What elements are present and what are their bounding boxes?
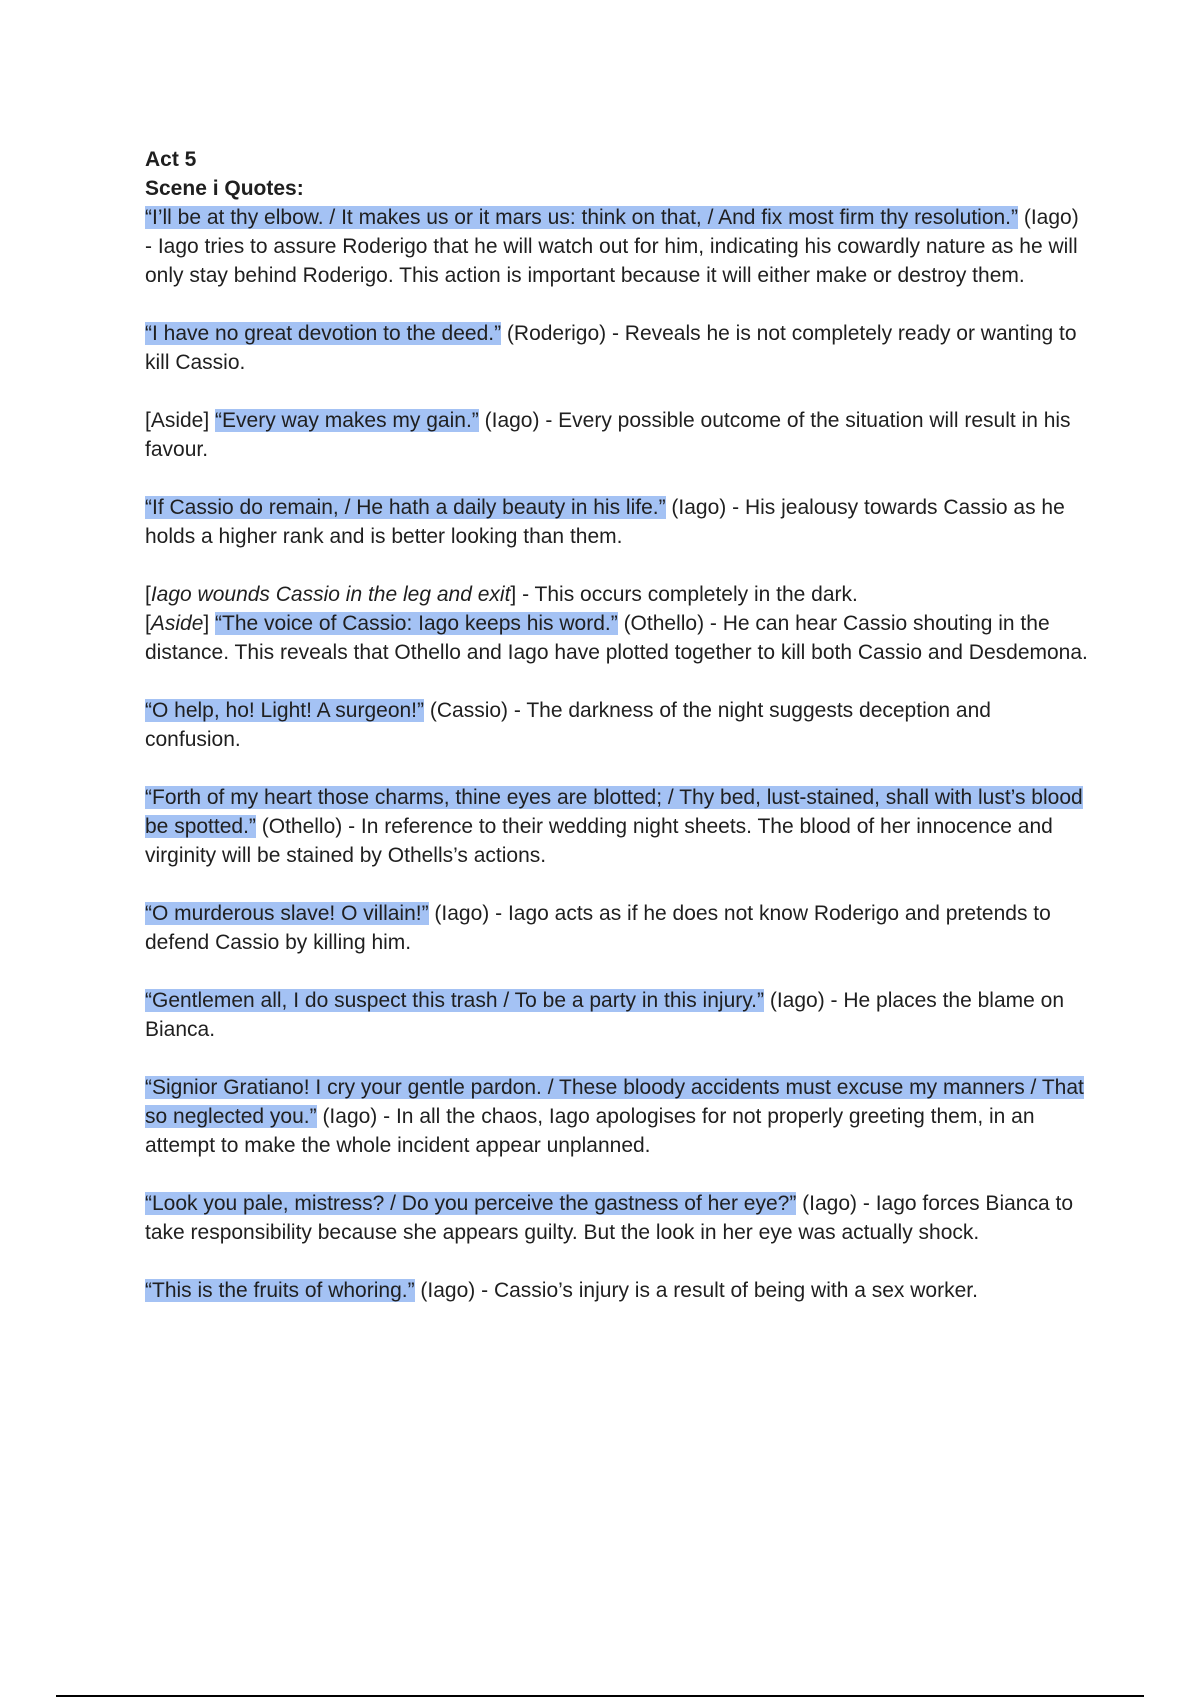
- aside-marker: [Aside]: [145, 409, 216, 432]
- annotation: - Iago acts as if he does not know Roderigo and pretends to defend Cassio by killing him.: [145, 902, 1051, 954]
- quote-entry: [145, 1073, 1090, 1160]
- annotation: - In all the chaos, Iago apologises for not properly greeting them, in an attempt to make the whole incident appear unplanned.: [145, 1105, 1035, 1157]
- annotation: - The darkness of the night suggests deception and confusion.: [145, 699, 991, 751]
- quote-entry: [145, 406, 1090, 464]
- speaker: (Iago): [414, 1279, 476, 1302]
- highlighted-quote: “Forth of my heart those charms, thine eyes are blotted; / Thy bed, lust-stained, shall with lust’s blood be spotted.”: [145, 786, 1083, 838]
- highlighted-quote: “Look you pale, mistress? / Do you perceive the gastness of her eye?”: [145, 1192, 797, 1215]
- document-body: [145, 145, 1090, 1334]
- highlighted-quote: “Every way makes my gain.”: [215, 409, 479, 432]
- quote-entry: [145, 783, 1090, 870]
- quote-entry: [145, 1276, 1090, 1305]
- quote-entry: [145, 986, 1090, 1044]
- speaker: (Roderigo): [501, 322, 607, 345]
- quote-entry: [145, 609, 1090, 667]
- speaker: (Iago): [764, 989, 825, 1012]
- scene-heading: Scene i Quotes:: [145, 177, 304, 200]
- highlighted-quote: “I’ll be at thy elbow. / It makes us or it mars us: think on that, / And fix most firm thy resolution.”: [145, 206, 1019, 229]
- bracket: ]: [510, 583, 517, 606]
- speaker: (Othello): [617, 612, 705, 635]
- quote-entry: [145, 899, 1090, 957]
- highlighted-quote: “O murderous slave! O villain!”: [145, 902, 429, 925]
- speaker: (Iago): [796, 1192, 858, 1215]
- bracket: ]: [203, 612, 216, 635]
- annotation: - Iago tries to assure Roderigo that he will watch out for him, indicating his cowardly nature as he will only stay behind Roderigo. This action is important because it will either make or destroy them.: [145, 235, 1078, 287]
- quote-entry: [145, 203, 1090, 290]
- speaker: (Iago): [428, 902, 490, 925]
- speaker: (Iago): [1018, 206, 1079, 229]
- bracket: [: [145, 612, 151, 635]
- speaker: (Iago): [665, 496, 727, 519]
- annotation: - His jealousy towards Cassio as he holds a higher rank and is better looking than them.: [145, 496, 1065, 548]
- annotation: - He places the blame on Bianca.: [145, 989, 1065, 1041]
- annotation: - Reveals he is not completely ready or wanting to kill Cassio.: [145, 322, 1077, 374]
- stage-direction-entry: [145, 580, 1090, 609]
- highlighted-quote: “O help, ho! Light! A surgeon!”: [145, 699, 425, 722]
- annotation: - Every possible outcome of the situation will result in his favour.: [145, 409, 1071, 461]
- stage-direction: Iago wounds Cassio in the leg and exit: [150, 583, 511, 606]
- speaker: (Iago): [478, 409, 540, 432]
- bracket: [: [145, 583, 151, 606]
- highlighted-quote: “If Cassio do remain, / He hath a daily beauty in his life.”: [145, 496, 666, 519]
- quote-entry: [145, 493, 1090, 551]
- quote-entry: [145, 696, 1090, 754]
- highlighted-quote: “The voice of Cassio: Iago keeps his word.”: [215, 612, 618, 635]
- page-bottom-rule: [56, 1695, 1144, 1697]
- aside-marker: Aside: [150, 612, 204, 635]
- highlighted-quote: “This is the fruits of whoring.”: [145, 1279, 415, 1302]
- speaker: (Iago): [316, 1105, 378, 1128]
- speaker: (Cassio): [424, 699, 509, 722]
- highlighted-quote: “Gentlemen all, I do suspect this trash / To be a party in this injury.”: [145, 989, 765, 1012]
- highlighted-quote: “I have no great devotion to the deed.”: [145, 322, 502, 345]
- annotation: - In reference to their wedding night sheets. The blood of her innocence and virginity will be stained by Othells’s actions.: [145, 815, 1053, 867]
- speaker: (Othello): [255, 815, 343, 838]
- quote-entry: [145, 319, 1090, 377]
- highlighted-quote: “Signior Gratiano! I cry your gentle pardon. / These bloody accidents must excuse my manners / That so neglected you.”: [145, 1076, 1084, 1128]
- annotation: - He can hear Cassio shouting in the distance. This reveals that Othello and Iago have plotted together to kill both Cassio and Desdemona.: [145, 612, 1088, 664]
- quote-entry: [145, 1189, 1090, 1247]
- act-heading: Act 5: [145, 148, 197, 171]
- annotation: - Cassio’s injury is a result of being with a sex worker.: [475, 1279, 978, 1302]
- annotation: - This occurs completely in the dark.: [516, 583, 858, 606]
- annotation: - Iago forces Bianca to take responsibility because she appears guilty. But the look in her eye was actually shock.: [145, 1192, 1073, 1244]
